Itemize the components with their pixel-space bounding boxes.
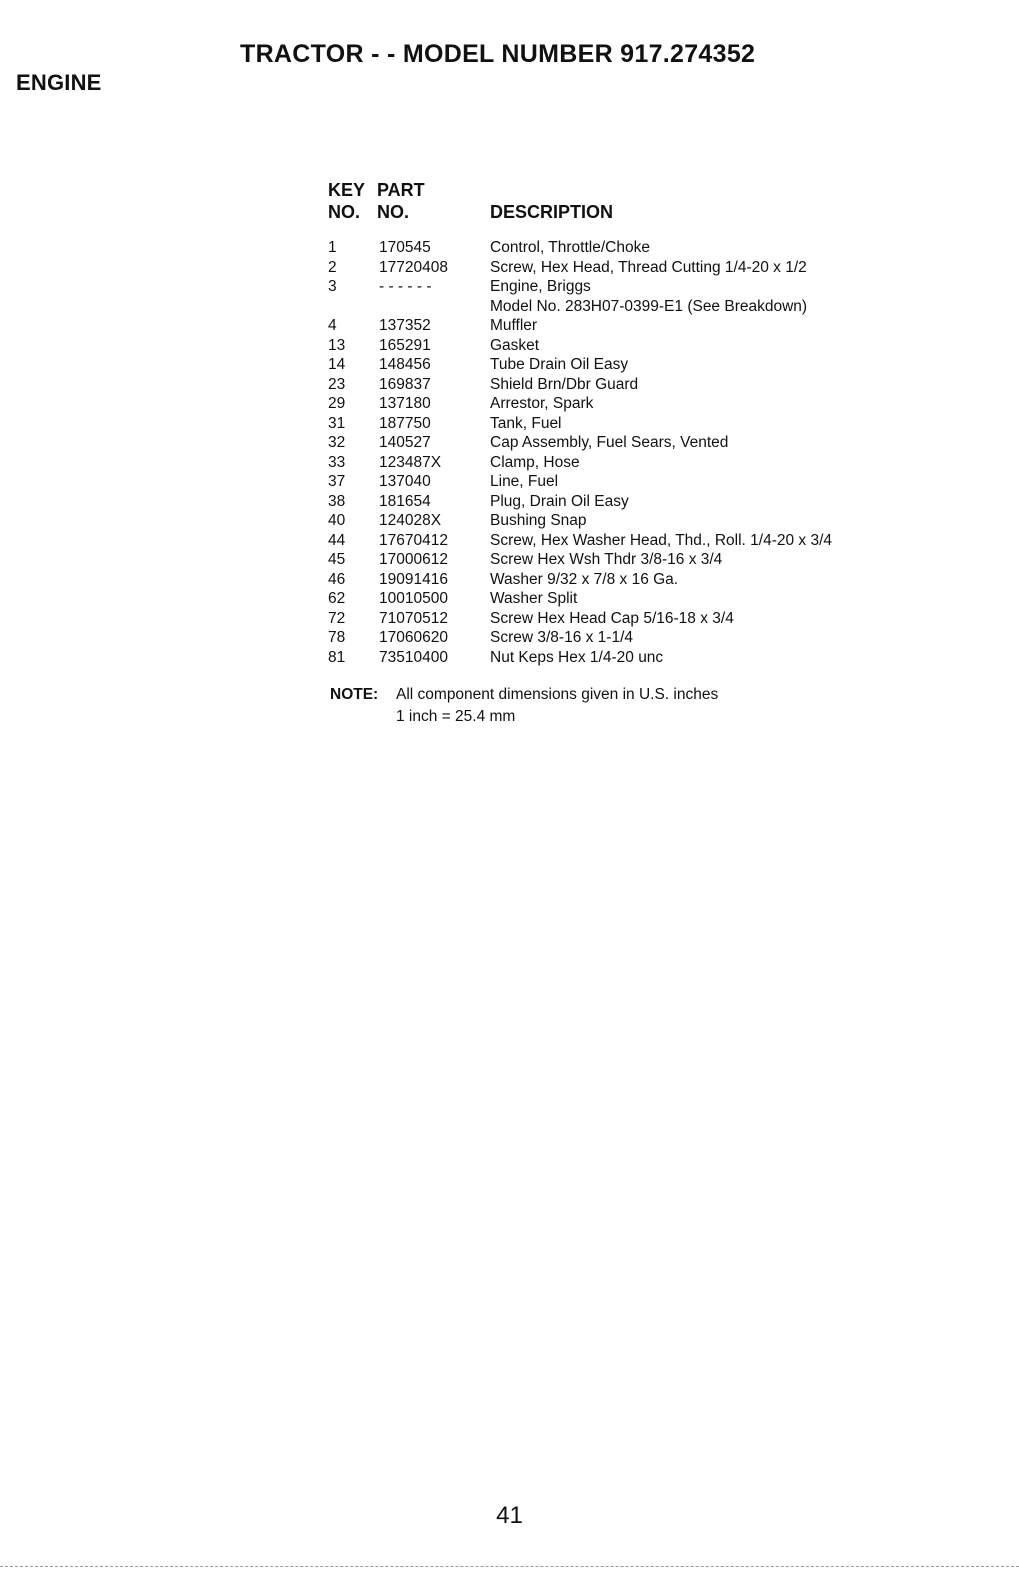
table-row xyxy=(328,238,928,258)
part-number-cell: 19091416 xyxy=(379,570,448,588)
key-cell: 14 xyxy=(328,356,346,373)
description-cell: Tank, Fuel xyxy=(490,414,562,432)
bottom-divider xyxy=(0,1566,1019,1567)
description-cell: Screw 3/8-16 x 1-1/4 xyxy=(490,629,634,646)
page-title: TRACTOR - - MODEL NUMBER 917.274352 xyxy=(240,40,756,68)
key-cell: 31 xyxy=(328,414,346,432)
table-row xyxy=(328,277,928,297)
section-label: ENGINE xyxy=(16,70,102,95)
table-row xyxy=(328,570,928,590)
table-row xyxy=(328,453,928,473)
table-row xyxy=(328,258,928,278)
part-number-cell: 17670412 xyxy=(379,531,448,549)
key-cell: 62 xyxy=(328,590,346,607)
note-line1: All component dimensions given in U.S. inches xyxy=(396,686,719,703)
table-row xyxy=(328,589,928,609)
part-number-cell: 17000612 xyxy=(379,551,448,568)
part-number-cell: 170545 xyxy=(379,239,431,256)
key-cell: 45 xyxy=(328,551,346,568)
table-body xyxy=(328,238,928,667)
description-cell: Arrestor, Spark xyxy=(490,395,594,412)
description-cell: Engine, Briggs xyxy=(490,278,591,295)
key-cell: 4 xyxy=(328,317,337,334)
key-cell: 32 xyxy=(328,434,346,451)
part-number-cell: 124028X xyxy=(379,512,442,529)
table-row xyxy=(328,648,928,668)
part-number-cell: 71070512 xyxy=(379,609,448,627)
key-cell: 46 xyxy=(328,570,346,588)
note-line2: 1 inch = 25.4 mm xyxy=(396,708,516,725)
key-cell: 3 xyxy=(328,278,337,295)
part-number-cell: 148456 xyxy=(379,356,431,373)
header-key-line1: KEY xyxy=(328,180,366,200)
key-cell: 44 xyxy=(328,531,346,549)
table-row xyxy=(328,336,928,356)
key-cell: 72 xyxy=(328,609,346,627)
part-number-cell: 140527 xyxy=(379,434,431,451)
part-number-cell: 123487X xyxy=(379,453,442,471)
table-row xyxy=(328,297,928,317)
description-cell: Screw, Hex Head, Thread Cutting 1/4-20 x 1/2 xyxy=(490,258,807,276)
key-cell: 33 xyxy=(328,453,346,471)
part-number-cell: 10010500 xyxy=(379,590,448,607)
description-cell: Washer Split xyxy=(490,590,578,607)
part-number-cell: 165291 xyxy=(379,336,431,354)
part-number-cell: 137040 xyxy=(379,473,431,490)
header-description: DESCRIPTION xyxy=(490,202,614,222)
description-cell: Bushing Snap xyxy=(490,512,587,529)
header-part-line1: PART xyxy=(377,180,425,200)
table-row xyxy=(328,414,928,434)
part-number-cell: 137352 xyxy=(379,317,431,334)
table-row xyxy=(328,316,928,336)
key-cell: 40 xyxy=(328,512,346,529)
description-cell: Line, Fuel xyxy=(490,473,559,490)
key-cell: 78 xyxy=(328,629,346,646)
description-cell: Plug, Drain Oil Easy xyxy=(490,492,629,510)
description-cell: Model No. 283H07-0399-E1 (See Breakdown) xyxy=(490,297,808,315)
description-cell: Shield Brn/Dbr Guard xyxy=(490,375,639,393)
table-row xyxy=(328,492,928,512)
key-cell: 81 xyxy=(328,648,346,666)
part-number-cell: - - - - - - xyxy=(379,278,432,295)
key-cell: 38 xyxy=(328,492,346,510)
table-row xyxy=(328,394,928,414)
description-cell: Nut Keps Hex 1/4-20 unc xyxy=(490,648,664,666)
description-cell: Clamp, Hose xyxy=(490,453,580,471)
table-row xyxy=(328,355,928,375)
parts-table xyxy=(328,180,928,667)
description-cell: Control, Throttle/Choke xyxy=(490,239,650,256)
table-header xyxy=(328,180,928,238)
table-row xyxy=(328,628,928,648)
description-cell: Cap Assembly, Fuel Sears, Vented xyxy=(490,434,729,451)
header-part-line2: NO. xyxy=(377,202,410,222)
note-label: NOTE: xyxy=(330,686,379,703)
key-cell: 37 xyxy=(328,473,346,490)
key-cell: 29 xyxy=(328,395,346,412)
key-cell: 2 xyxy=(328,258,337,276)
part-number-cell: 181654 xyxy=(379,492,431,510)
note xyxy=(330,684,718,728)
table-row xyxy=(328,609,928,629)
part-number-cell: 187750 xyxy=(379,414,431,432)
description-cell: Gasket xyxy=(490,336,540,354)
table-row xyxy=(328,550,928,570)
header-key-line2: NO. xyxy=(328,202,361,222)
description-cell: Screw, Hex Washer Head, Thd., Roll. 1/4-20 x 3/4 xyxy=(490,531,833,549)
part-number-cell: 137180 xyxy=(379,395,431,412)
description-cell: Washer 9/32 x 7/8 x 16 Ga. xyxy=(490,570,679,588)
part-number-cell: 17060620 xyxy=(379,629,448,646)
table-row xyxy=(328,511,928,531)
table-row xyxy=(328,433,928,453)
part-number-cell: 169837 xyxy=(379,375,431,393)
part-number-cell: 17720408 xyxy=(379,258,448,276)
description-cell: Screw Hex Wsh Thdr 3/8-16 x 3/4 xyxy=(490,551,723,568)
key-cell: 1 xyxy=(328,239,337,256)
part-number-cell: 73510400 xyxy=(379,648,448,666)
key-cell: 23 xyxy=(328,375,346,393)
table-row xyxy=(328,531,928,551)
table-row xyxy=(328,375,928,395)
key-cell: 13 xyxy=(328,336,346,354)
description-cell: Muffler xyxy=(490,317,538,334)
table-row xyxy=(328,472,928,492)
description-cell: Screw Hex Head Cap 5/16-18 x 3/4 xyxy=(490,609,734,627)
description-cell: Tube Drain Oil Easy xyxy=(490,356,629,373)
page-number: 41 xyxy=(496,1502,523,1529)
